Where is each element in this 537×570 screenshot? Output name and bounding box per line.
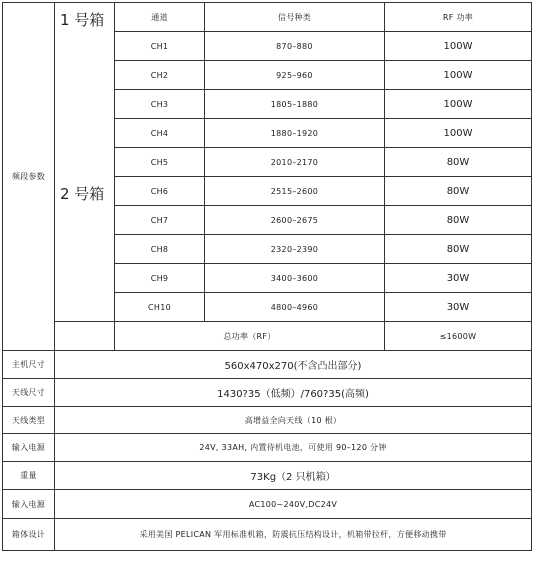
spec-table (2, 2, 532, 551)
frequency-cell: 4800–4960 (205, 293, 385, 322)
channel-cell: CH6 (115, 177, 205, 206)
frequency-cell: 2320–2390 (205, 235, 385, 264)
frequency-cell: 2515–2600 (205, 177, 385, 206)
power-cell: 30W (385, 293, 532, 322)
channel-cell: CH2 (115, 61, 205, 90)
frequency-cell: 3400–3600 (205, 264, 385, 293)
channel-cell: CH3 (115, 90, 205, 119)
spec-value: 采用美国 PELICAN 军用标准机箱，防震抗压结构设计，机箱带拉杆，方便移动携带 (55, 519, 532, 551)
channel-cell: CH10 (115, 293, 205, 322)
channel-cell: CH7 (115, 206, 205, 235)
spec-row (3, 519, 532, 551)
spec-label: 重量 (3, 462, 55, 490)
total-power-row (3, 322, 532, 351)
spec-value: 73Kg（2 只机箱） (55, 462, 532, 490)
power-cell: 100W (385, 119, 532, 148)
total-power-value: ≤1600W (385, 322, 532, 351)
spec-label: 天线类型 (3, 407, 55, 434)
band-params-label: 频段参数 (3, 3, 55, 351)
power-cell: 80W (385, 235, 532, 264)
spec-row (3, 407, 532, 434)
power-cell: 80W (385, 206, 532, 235)
spec-value: 高增益全向天线（10 根） (55, 407, 532, 434)
frequency-cell: 2600–2675 (205, 206, 385, 235)
channel-cell: CH8 (115, 235, 205, 264)
channel-cell: CH4 (115, 119, 205, 148)
spec-label: 输入电源 (3, 490, 55, 519)
power-cell: 80W (385, 177, 532, 206)
header-rf-power: RF 功率 (385, 3, 532, 32)
table-row (3, 177, 532, 206)
spec-label: 主机尺寸 (3, 351, 55, 379)
power-cell: 30W (385, 264, 532, 293)
total-power-label: 总功率（RF） (115, 322, 385, 351)
channel-cell: CH5 (115, 148, 205, 177)
frequency-cell: 2010–2170 (205, 148, 385, 177)
box-2-label: 2 号箱 (55, 177, 115, 322)
spec-row (3, 462, 532, 490)
spec-value: AC100~240V,DC24V (55, 490, 532, 519)
frequency-cell: 870–880 (205, 32, 385, 61)
frequency-cell: 1880–1920 (205, 119, 385, 148)
frequency-cell: 925–960 (205, 61, 385, 90)
table-header-row (3, 3, 532, 32)
power-cell: 100W (385, 32, 532, 61)
spec-row (3, 434, 532, 462)
power-cell: 80W (385, 148, 532, 177)
spec-value: 24V, 33AH, 内置待机电池，可使用 90–120 分钟 (55, 434, 532, 462)
power-cell: 100W (385, 90, 532, 119)
spec-row (3, 379, 532, 407)
channel-cell: CH9 (115, 264, 205, 293)
header-signal-type: 信号种类 (205, 3, 385, 32)
frequency-cell: 1805–1880 (205, 90, 385, 119)
spec-label: 输入电源 (3, 434, 55, 462)
power-cell: 100W (385, 61, 532, 90)
header-channel: 通道 (115, 3, 205, 32)
spec-label: 天线尺寸 (3, 379, 55, 407)
box-1-label: 1 号箱 (55, 3, 115, 177)
spec-value: 1430?35（低频）/760?35(高频) (55, 379, 532, 407)
spec-label: 箱体设计 (3, 519, 55, 551)
spacer-cell (55, 322, 115, 351)
spec-row (3, 351, 532, 379)
spec-row (3, 490, 532, 519)
channel-cell: CH1 (115, 32, 205, 61)
spec-value: 560x470x270(不含凸出部分) (55, 351, 532, 379)
